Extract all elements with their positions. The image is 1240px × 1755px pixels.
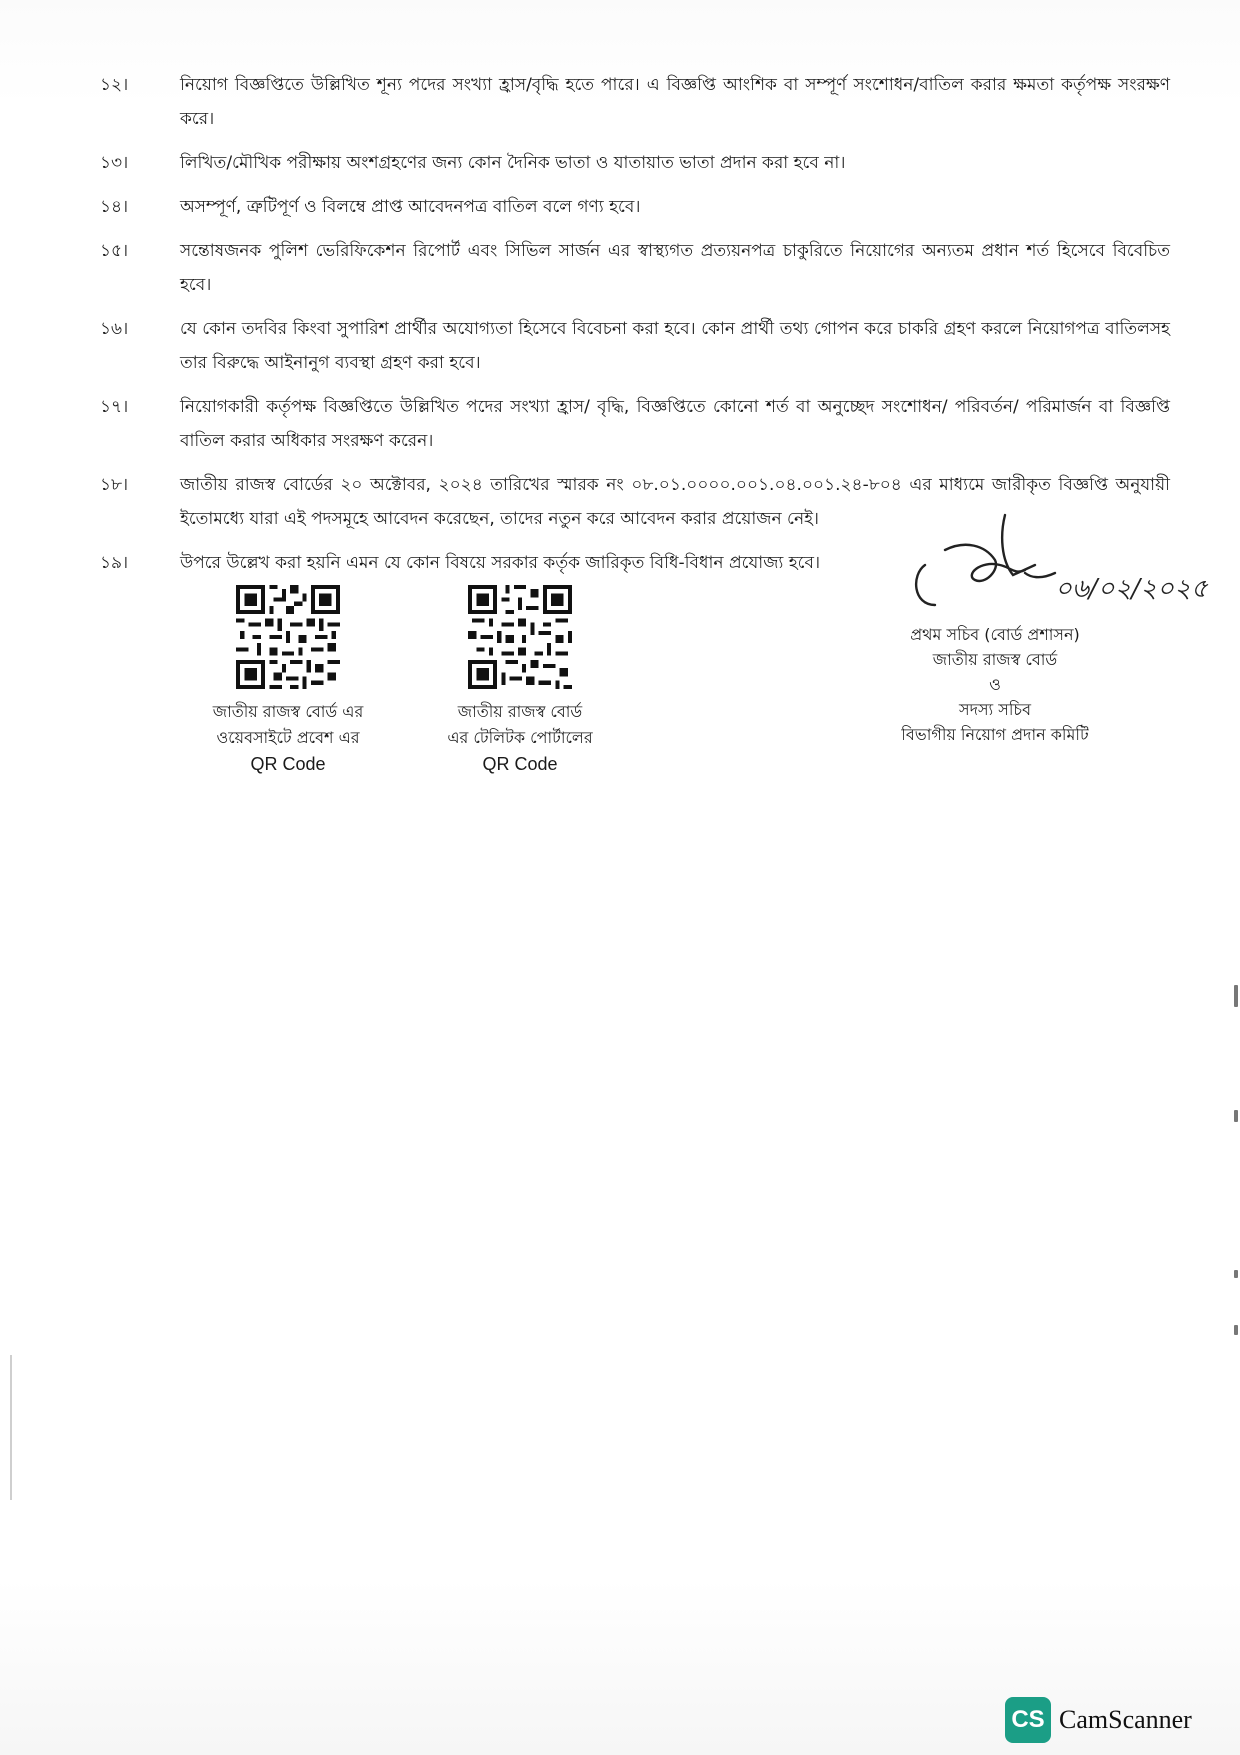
qr-caption-line: জাতীয় রাজস্ব বোর্ড xyxy=(457,702,583,721)
clause-number: ১৩। xyxy=(100,153,129,173)
qr-caption-line: ওয়েবসাইটে প্রবেশ এর xyxy=(216,728,360,747)
qr-caption-line: এর টেলিটক পোর্টালের xyxy=(447,728,593,747)
clause-number: ১৮। xyxy=(100,475,129,495)
clause-number: ১৯। xyxy=(100,553,129,573)
signatory-organization: জাতীয় রাজস্ব বোর্ড xyxy=(932,650,1058,669)
camscanner-watermark xyxy=(1005,1697,1192,1743)
camscanner-logo-icon: CS xyxy=(1005,1697,1051,1743)
signatory-title: প্রথম সচিব (বোর্ড প্রশাসন) xyxy=(910,625,1080,644)
clause-17 xyxy=(100,390,1170,458)
clause-number: ১৪। xyxy=(100,197,129,217)
clause-number: ১৬। xyxy=(100,319,129,339)
clause-text: উপরে উল্লেখ করা হয়নি এমন যে কোন বিষয়ে সরকার কর্তৃক জারিকৃত বিধি-বিধান প্রযোজ্য হবে। xyxy=(180,553,821,573)
signatory-conjunction: ও xyxy=(989,675,1001,694)
signature-date: ০৬/০২/২০২৫ xyxy=(1055,574,1208,604)
signatory-committee: বিভাগীয় নিয়োগ প্রদান কমিটি xyxy=(901,725,1089,744)
clause-15 xyxy=(100,234,1170,302)
qr-block-teletalk xyxy=(410,585,630,777)
signatory-block xyxy=(870,622,1120,747)
clause-text: অসম্পূর্ণ, ত্রুটিপূর্ণ ও বিলম্বে প্রাপ্ত আবেদনপত্র বাতিল বলে গণ্য হবে। xyxy=(180,197,641,217)
qr-caption-label: QR Code xyxy=(250,754,326,774)
clause-text: নিয়োগ বিজ্ঞপ্তিতে উল্লিখিত শূন্য পদের সংখ্যা হ্রাস/বৃদ্ধি হতে পারে। এ বিজ্ঞপ্তি আংশিক বা সম্পূর্ণ সংশোধন/বাতিল করার ক্ষমতা কর্তৃপক্ষ সংরক্ষণ করে। xyxy=(180,75,1170,129)
qr-code-icon xyxy=(468,585,572,689)
clause-text: সন্তোষজনক পুলিশ ভেরিফিকেশন রিপোর্ট এবং সিভিল সার্জন এর স্বাস্থ্যগত প্রত্যয়নপত্র চাকুরিতে নিয়োগের অন্যতম প্রধান শর্ত হিসেবে বিবেচিত হবে। xyxy=(180,241,1170,295)
clause-text: জাতীয় রাজস্ব বোর্ডের ২০ অক্টোবর, ২০২৪ তারিখের স্মারক নং ০৮.০১.০০০০.০০১.০৪.০০১.২৪-৮০৪ এর মাধ্যমে জারীকৃত বিজ্ঞপ্তি অনুযায়ী ইতোমধ্যে যারা এই পদসমূহে আবেদন করেছেন, তাদের নতুন করে আবেদন করার প্রয়োজন নেই। xyxy=(180,475,1170,529)
scan-margin-line xyxy=(10,1355,12,1500)
qr-block-website xyxy=(178,585,398,777)
clause-text: নিয়োগকারী কর্তৃপক্ষ বিজ্ঞপ্তিতে উল্লিখিত পদের সংখ্যা হ্রাস/ বৃদ্ধি, বিজ্ঞপ্তিতে কোনো শর্ত বা অনুচ্ছেদ সংশোধন/ পরিবর্তন/ পরিমার্জন বা বিজ্ঞপ্তি বাতিল করার অধিকার সংরক্ষণ করেন। xyxy=(180,397,1170,451)
clause-number: ১৫। xyxy=(100,241,129,261)
signatory-role: সদস্য সচিব xyxy=(959,700,1031,719)
qr-caption-label: QR Code xyxy=(482,754,558,774)
clause-16 xyxy=(100,312,1170,380)
clause-14 xyxy=(100,190,1170,224)
clause-number: ১২। xyxy=(100,75,129,95)
scan-edge-marks xyxy=(1232,985,1240,1345)
qr-caption-line: জাতীয় রাজস্ব বোর্ড এর xyxy=(212,702,364,721)
clause-12 xyxy=(100,68,1170,136)
clause-text: যে কোন তদবির কিংবা সুপারিশ প্রার্থীর অযোগ্যতা হিসেবে বিবেচনা করা হবে। কোন প্রার্থী তথ্য গোপন করে চাকরি গ্রহণ করলে নিয়োগপত্র বাতিলসহ তার বিরুদ্ধে আইনানুগ ব্যবস্থা গ্রহণ করা হবে। xyxy=(180,319,1170,373)
clause-text: লিখিত/মৌখিক পরীক্ষায় অংশগ্রহণের জন্য কোন দৈনিক ভাতা ও যাতায়াত ভাতা প্রদান করা হবে না। xyxy=(180,153,846,173)
camscanner-brand: CamScanner xyxy=(1059,1705,1192,1734)
clause-13 xyxy=(100,146,1170,180)
qr-code-icon xyxy=(236,585,340,689)
clause-number: ১৭। xyxy=(100,397,129,417)
